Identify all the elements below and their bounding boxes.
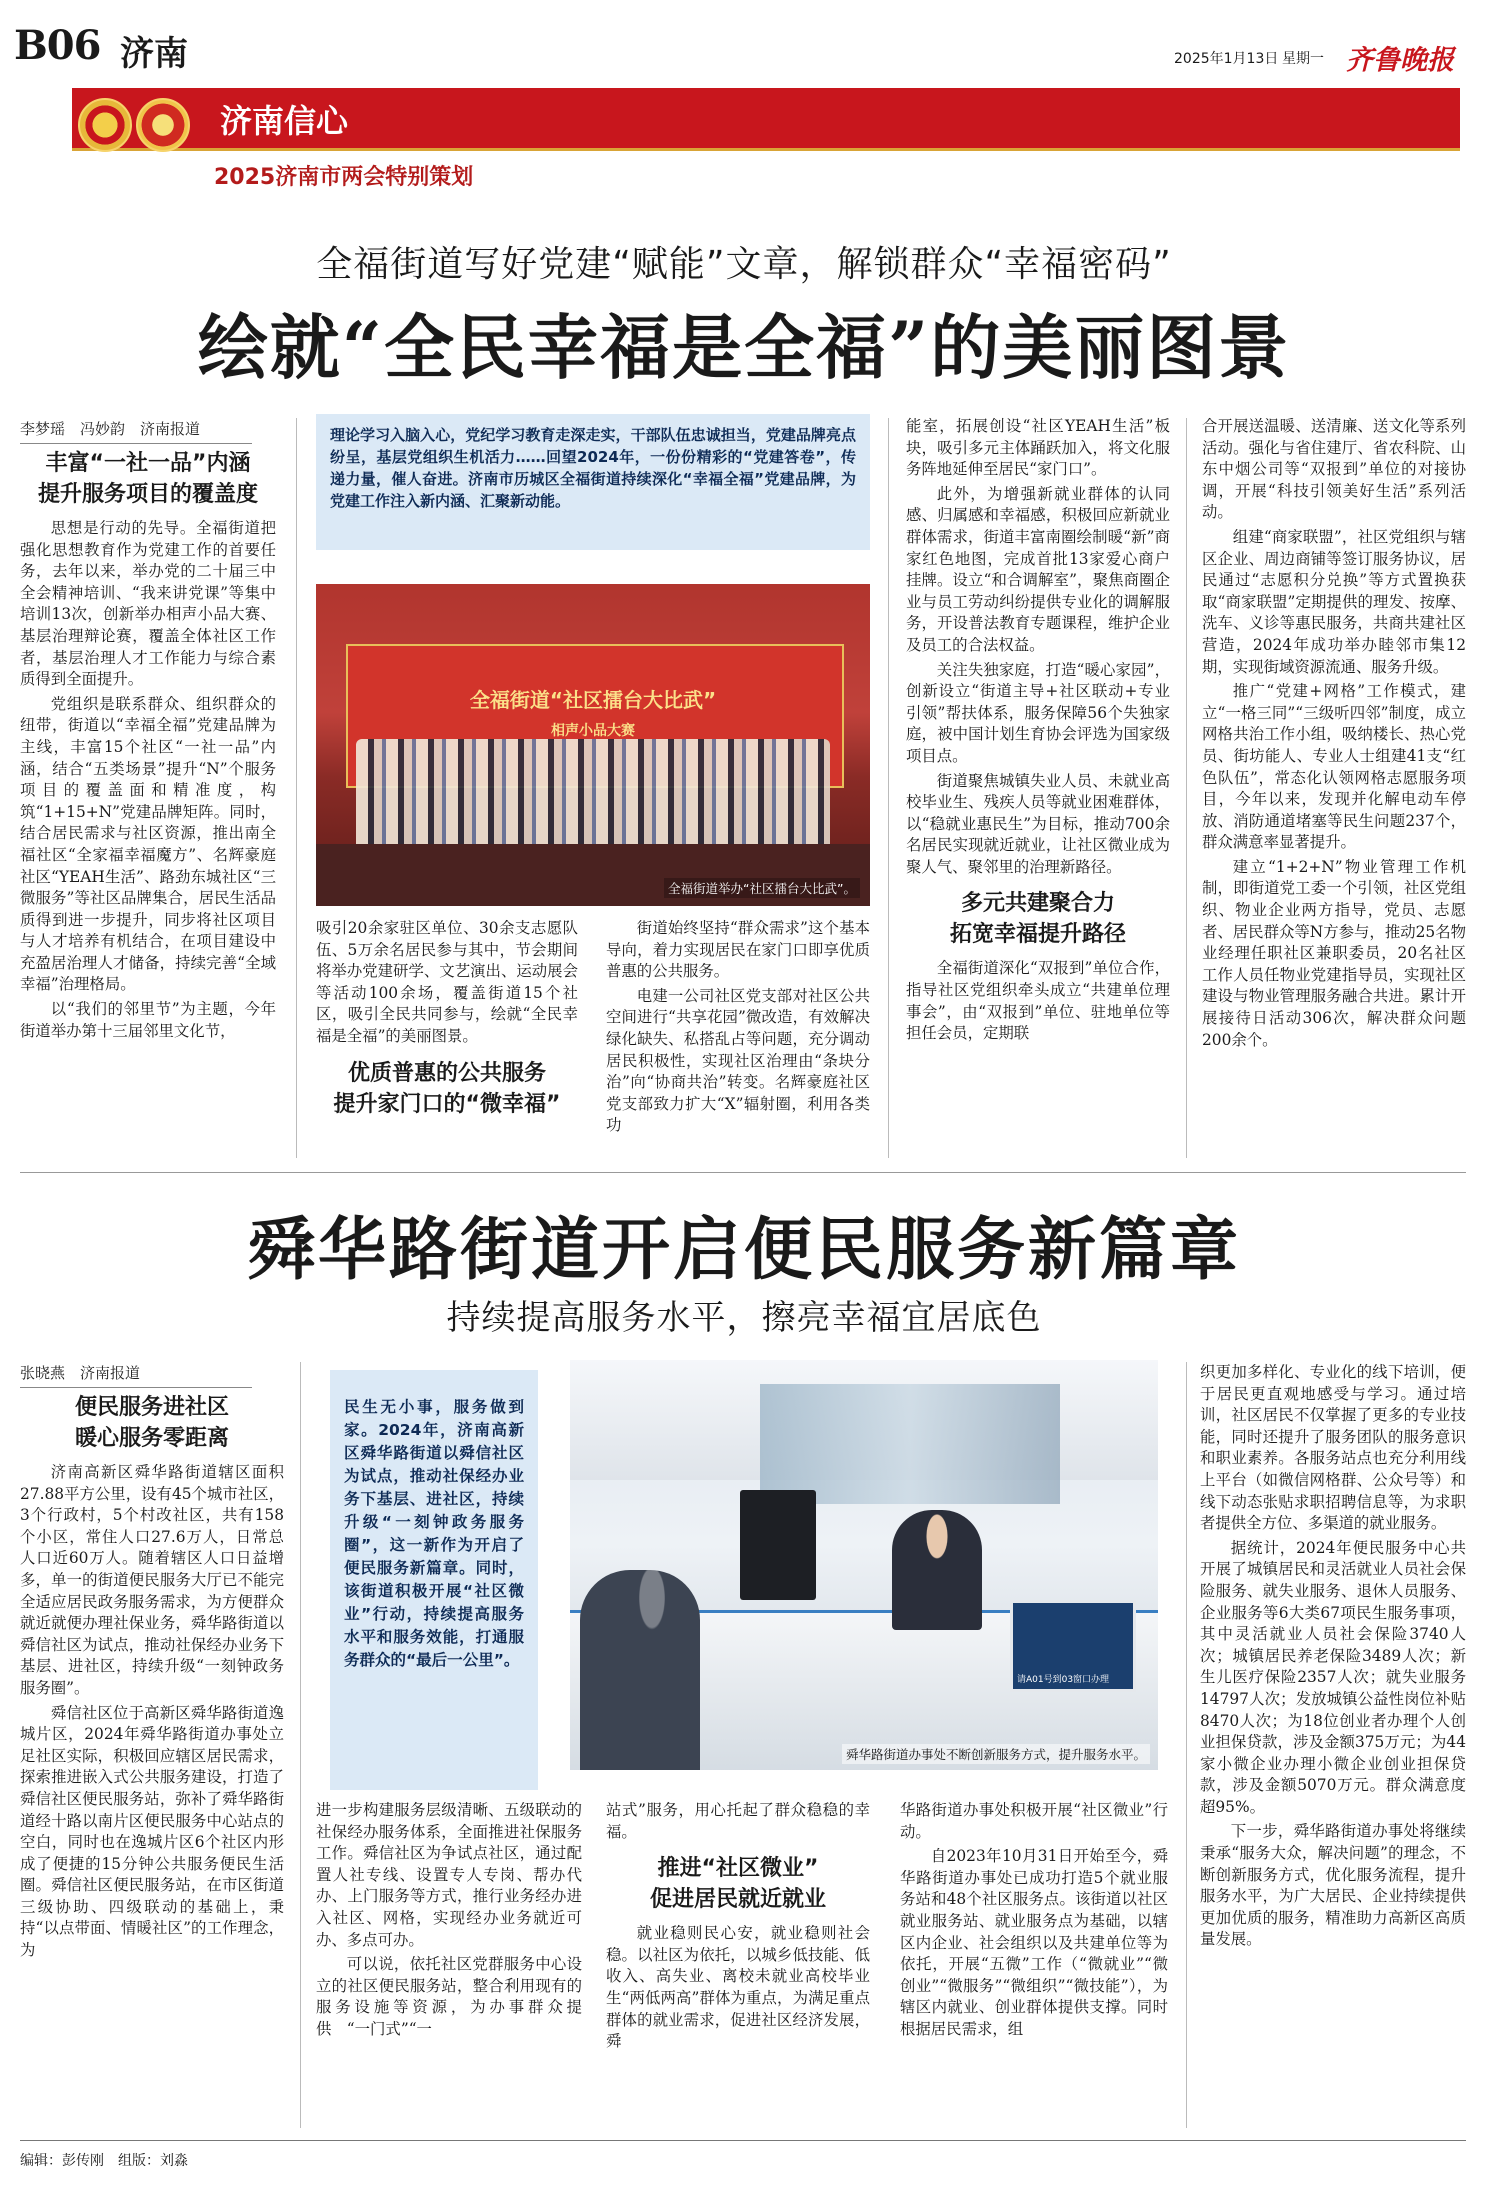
subhead-line: 便民服务进社区 [74,1395,229,1420]
article1-lead: 理论学习入脑入心，党纪学习教育走深走实，干部队伍忠诚担当，党建品牌亮点纷呈，基层党组织生机活力……回望2024年，一份份精彩的“党建答卷”，传递力量，催人奋进。济南市历城区全福街道持续深化“幸福全福”党建品牌，为党建工作注入新内涵、汇聚新动能。 [316,414,870,550]
article2-lead: 民生无小事，服务做到家。2024年，济南高新区舜华路街道以舜信社区为试点，推动社保经办业务下基层、进社区，持续升级“一刻钟政务服务圈”，这一新作为开启了便民服务新篇章。同时，该街道积极开展“社区微业”行动，持续提高服务水平和服务效能，打通服务群众的“最后一公里”。 [330,1370,538,1790]
photo-queue-screen [1010,1600,1136,1692]
banner-gold-stripe [72,148,1460,151]
paragraph: 建立“1+2+N”物业管理工作机制，即街道党工委一个引领，社区党组织、物业企业两方指导，党员、志愿者、居民群众等N方参与，推动25名物业经理任职社区兼职委员，20名社区工作人员任物业党建指导员，实现社区建设与物业管理服务融合共进。累计开展接待日活动306次，解决群众问题200余个。 [1202,857,1466,1049]
article1-column-2 [316,918,578,1158]
paragraph: 思想是行动的先导。全福街道把强化思想教育作为党建工作的首要任务，去年以来，举办党的二十届三中全会精神培训、“我来讲党课”等集中培训13次，创新举办相声小品大赛、基层治理辩论赛，覆盖全体社区工作者，基层治理人才工作能力与综合素质得到全面提升。 [20,519,276,689]
photo-resident [580,1570,700,1770]
photo-banner-subtext: 相声小品大赛 [551,723,635,739]
banner-subtitle: 2025济南市两会特别策划 [214,165,474,190]
paper-logo: 齐鲁晚报 [1346,45,1454,76]
paragraph: 华路街道办事处积极开展“社区微业”行动。 [900,1801,1168,1841]
column-divider [296,418,297,1158]
article2-photo-caption: 舜华路街道办事处不断创新服务方式，提升服务水平。 [842,1744,1150,1764]
paragraph: 舜信社区位于高新区舜华路街道逸城片区，2024年舜华路街道办事处立足社区实际，积极回应辖区居民需求，探索推进嵌入式公共服务建设，打造了舜信社区便民服务站，弥补了舜华路街道经十路以南片区便民服务中心站点的空白，同时也在逸城片区6个社区内形成了便捷的15分钟公共服务便民生活圈。舜信社区便民服务站，在市区街道三级协助、四级联动的基础上，秉持“以点带面、情暖社区”的工作理念，为 [20,1703,284,1960]
article2-column-4 [900,1800,1168,2128]
paragraph: 就业稳则民心安，就业稳则社会稳。以社区为依托，以城乡低技能、低收入、高失业、离校未就业高校毕业生“两低两高”群体为重点，为满足重点群体的就业需求，促进社区经济发展，舜 [606,1924,870,2051]
subhead-line: 多元共建聚合力 [960,891,1115,917]
article1-kicker: 全福街道写好党建“赋能”文章，解锁群众“幸福密码” [316,244,1172,285]
article1-photo [316,584,870,906]
paragraph: 能室，拓展创设“社区YEAH生活”板块，吸引多元主体踊跃加入，将文化服务阵地延伸至居民“家门口”。 [906,417,1170,479]
paragraph: 关注失独家庭，打造“暖心家园”，创新设立“街道主导+社区联动+专业引领”帮扶体系，服务保障56个失独家庭，被中国计划生育协会评选为国家级项目点。 [906,660,1170,765]
paragraph: 电建一公司社区党支部对社区公共空间进行“共享花园”微改造，有效解决绿化缺失、私搭乱占等问题，充分调动居民积极性，实现社区治理由“条块分治”向“协商共治”转变。名辉豪庭社区党支部致力扩大“X”辐射圈，利用各类功 [606,986,870,1135]
paragraph: 吸引20余家驻区单位、30余支志愿队伍、5万余名居民参与其中，节会期间将举办党建研学、文艺演出、运动展会等活动100余场，覆盖街道15个社区，吸引全民共同参与，绘就“全民幸福是全福”的美丽图景。 [316,919,578,1045]
paragraph: 合开展送温暖、送清廉、送文化等系列活动。强化与省住建厅、省农科院、山东中烟公司等“双报到”单位的对接协调，开展“科技引领美好生活”系列活动。 [1202,417,1466,522]
paragraph: 街道聚焦城镇失业人员、未就业高校毕业生、残疾人员等就业困难群体，以“稳就业惠民生”为目标，推动700余名居民实现就近就业，让社区微业成为聚人气、聚邻里的治理新路径。 [906,771,1170,876]
article1-column-3 [606,918,870,1158]
photo-queue-screen-text: 请A01号到03窗口办理 [1017,1675,1110,1685]
photo-monitor [740,1490,816,1600]
issue-date: 2025年1月13日 [1174,51,1279,67]
paragraph: 组建“商家联盟”，社区党组织与辖区企业、周边商铺等签订服务协议，居民通过“志愿积分兑换”等方式置换获取“商家联盟”定期提供的理发、按摩、洗车、义诊等惠民服务，共商共建社区营造，2024年成功举办睦邻市集12期，实现街域资源流通、服务升级。 [1202,527,1466,676]
photo-staff-member [892,1510,982,1630]
paragraph: 自2023年10月31日开始至今，舜华路街道办事处已成功打造5个就业服务站和48个社区服务点。该街道以社区就业服务站、就业服务点为基础，以辖区内企业、社会组织以及共建单位等为依托，开展“五微”工作（“微就业”“微创业”“微服务”“微组织”“微技能”），为辖区内就业、创业群体提供支撑。同时根据居民需求，组 [900,1847,1168,2038]
subhead-line: 拓宽幸福提升路径 [949,922,1126,948]
article1-byline: 李梦瑶 冯妙韵 济南报道 [20,418,252,444]
footer-credits: 编辑：彭传刚 组版：刘淼 [20,2153,188,2169]
article1-column-5 [1202,416,1466,1158]
column-divider [300,1362,301,2128]
paragraph: 站式”服务，用心托起了群众稳稳的幸福。 [606,1801,870,1841]
paragraph: 据统计，2024年便民服务中心共开展了城镇居民和灵活就业人员社会保险服务、就失业服务、退休人员服务、企业服务等6大类67项民生服务事项，其中灵活就业人员社会保险3740人次；城镇居民养老保险3489人次；新生儿医疗保险2357人次；就失业服务14797人次；发放城镇公益性岗位补贴8470人次；为18位创业者办理个人创业担保贷款，涉及金额375万元；为44家小微企业办理小微企业创业担保贷款，涉及金额5070万元。群众满意度超95%。 [1200,1538,1466,1816]
article1-subhead-2 [316,1058,578,1120]
photo-window-glass [760,1384,1060,1504]
article2-column-1 [20,1382,284,2126]
article1-headline: 绘就“全民幸福是全福”的美丽图景 [197,306,1291,389]
article-divider [20,1172,1466,1173]
article1-column-1 [20,438,276,1158]
issue-weekday: 星期一 [1282,51,1324,67]
national-emblem-icon [78,98,132,152]
article2-subhead-1 [20,1392,284,1454]
subhead-line: 优质普惠的公共服务 [347,1060,546,1086]
section-name: 济南 [120,34,188,74]
paragraph: 推广“党建+网格”工作模式，建立“一格三同”“三级听四邻”制度，成立网格共治工作小组，吸纳楼长、热心党员、街坊能人、专业人士组建41支“红色队伍”，常态化认领网格志愿服务项目，今年以来，发现并化解电动车停放、消防通道堵塞等民生问题237个，群众满意率显著提升。 [1202,682,1466,852]
article2-column-2 [316,1800,582,2128]
subhead-line: 推进“社区微业” [657,1856,819,1882]
article2-photo [570,1360,1158,1770]
page-code: B06 [14,22,101,69]
banner-title: 济南信心 [220,102,349,140]
article2-headline: 舜华路街道开启便民服务新篇章 [246,1210,1241,1290]
article1-column-4 [906,416,1170,1158]
cppcc-emblem-icon [136,98,190,152]
photo-banner-text: 全福街道“社区擂台大比武” [469,688,717,712]
subhead-line: 丰富“一社一品”内涵 [45,451,251,476]
subhead-line: 促进居民就近就业 [649,1887,826,1913]
article2-column-3 [606,1800,870,2128]
subhead-line: 暖心服务零距离 [74,1426,229,1451]
paragraph: 进一步构建服务层级清晰、五级联动的社保经办服务体系，全面推进社保服务工作。舜信社区为争试点社区，通过配置人社专线、设置专人专岗、帮办代办、上门服务等方式，推行业务经办进入社区、网格，实现经办业务就近可办、多点可办。 [316,1801,582,1949]
paragraph: 此外，为增强新就业群体的认同感、归属感和幸福感，积极回应新就业群体需求，街道丰富南圈绘制暖“新”商家红色地图，完成首批13家爱心商户挂牌。设立“和合调解室”，聚焦商圈企业与员工劳动纠纷提供专业化的调解服务，开设普法教育专题课程，维护企业及员工的合法权益。 [906,484,1170,654]
article1-subhead-1 [20,448,276,510]
paragraph: 下一步，舜华路街道办事处将继续秉承“服务大众，解决问题”的理念，不断创新服务方式，优化服务流程，提升服务水平，为广大居民、企业持续提供更加优质的服务，精准助力高新区高质量发展。 [1200,1822,1466,1949]
column-divider [1186,418,1187,1158]
paragraph: 织更加多样化、专业化的线下培训，便于居民更直观地感受与学习。通过培训，社区居民不仅掌握了更多的专业技能，同时还提升了服务团队的服务意识和职业素养。各服务站点也充分利用线上平台（如微信网格群、公众号等）和线下动态张贴求职招聘信息等，为求职者提供全方位、多渠道的就业服务。 [1200,1363,1466,1533]
article2-column-5 [1200,1362,1466,2128]
article1-photo-caption: 全福街道举办“社区擂台大比武”。 [664,878,860,898]
paragraph: 全福街道深化“双报到”单位合作，指导社区党组织牵头成立“共建单位理事会”，由“双报到”单位、驻地单位等担任会员，定期联 [906,959,1170,1043]
article2-byline: 张晓燕 济南报道 [20,1362,252,1388]
paragraph: 济南高新区舜华路街道辖区面积27.88平方公里，设有45个城市社区，3个行政村，5个村改社区，共有158个小区，常住人口27.6万人，日常总人口近60万人。随着辖区人口日益增多，单一的街道便民服务大厅已不能完全适应居民政务服务需求，为方便群众就近就便办理社保业务，舜华路街道以舜信社区为试点，推动社保经办业务下基层、进社区，持续升级“一刻钟政务服务圈”。 [20,1463,284,1697]
footer-rule [20,2140,1466,2141]
column-divider [1186,1362,1187,2128]
paragraph: 党组织是联系群众、组织群众的纽带，街道以“幸福全福”党建品牌为主线，丰富15个社区“一社一品”内涵，结合“五类场景”提升“N”个服务项目的覆盖面和精准度，构筑“1+15+N”党建品牌矩阵。同时，结合居民需求与社区资源，推出南全福社区“全家福幸福魔方”、名辉豪庭社区“YEAH生活”、路劲东城社区“三微服务”等社区品牌集合，居民生活品质得到进一步提升，同步将社区项目与人才培养有机结合，在项目建设中充盈居治理人才储备，持续完善“全域幸福”治理格局。 [20,694,276,994]
paragraph: 以“我们的邻里节”为主题，今年街道举办第十三届邻里文化节， [20,1000,276,1040]
article2-subhead-2 [606,1853,870,1915]
subhead-line: 提升服务项目的覆盖度 [37,482,258,507]
article1-subhead-3 [906,888,1170,950]
article2-kicker: 持续提高服务水平，擦亮幸福宜居底色 [446,1298,1042,1338]
column-divider [888,418,889,1158]
photo-group-people [356,739,830,844]
paragraph: 街道始终坚持“群众需求”这个基本导向，着力实现居民在家门口即享优质普惠的公共服务。 [606,919,870,981]
subhead-line: 提升家门口的“微幸福” [333,1091,561,1117]
paragraph: 可以说，依托社区党群服务中心设立的社区便民服务站，整合利用现有的服务设施等资源，为办事群众提供 “一门式”“一 [316,1955,582,2038]
